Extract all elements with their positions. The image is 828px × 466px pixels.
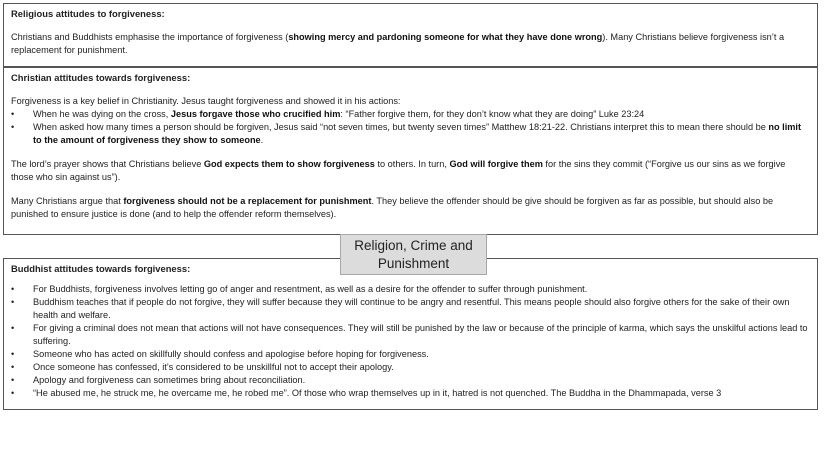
text-part: The lord’s prayer shows that Christians believe	[11, 159, 204, 169]
topic-title	[340, 234, 487, 275]
religious-attitudes-box	[3, 3, 818, 67]
text-part: to others. In turn,	[374, 159, 450, 169]
bullet-icon: •	[11, 388, 15, 398]
list-item-text: Apology and forgiveness can sometimes bring about reconciliation.	[33, 375, 306, 385]
list-item-text: For Buddhists, forgiveness involves letting go of anger and resentment, as well as a desire for the offender to suffer through punishment.	[33, 284, 588, 294]
list-item-text: “He abused me, he struck me, he overcame me, he robed me”. Of those who wrap themselves up in it, hatred is not quenched. The Buddha in the Dhammapada, verse 3	[33, 388, 722, 398]
christian-bullet-list	[11, 108, 810, 147]
bullet-icon: •	[11, 323, 15, 333]
religious-attitudes-heading: Religious attitudes to forgiveness:	[11, 8, 165, 19]
text-part: . They believe the offender should be give should be forgiven as far as possible, but should also be punished to ensure justice is done (and to help the offender reform themselves).	[11, 196, 774, 219]
key-phrase: God expects them to show forgiveness	[203, 159, 375, 169]
lords-prayer-paragraph	[11, 158, 810, 184]
religious-attitudes-text	[11, 31, 810, 57]
bullet-text-part: When he was dying on the cross,	[33, 109, 171, 119]
christian-attitudes-heading: Christian attitudes towards forgiveness:	[11, 72, 191, 83]
religious-text-part: Christians and Buddhists emphasise the importance of forgiveness (	[11, 32, 289, 42]
list-item	[11, 108, 810, 121]
bullet-text-part: When asked how many times a person should be forgiven, Jesus said “not seven times, but twenty seven times” Matthew 18:21-22. Christians interpret this to mean there should be	[33, 122, 769, 132]
bullet-icon: •	[11, 284, 15, 294]
list-item	[11, 283, 810, 296]
bullet-icon: •	[11, 362, 15, 372]
key-phrase: no limit to the amount of forgiveness they show to someone	[33, 122, 802, 145]
mercy-definition: showing mercy and pardoning someone for what they have done wrong	[288, 32, 603, 42]
text-part: for the sins they commit (“Forgive us our sins as we forgive those who sin against us”).	[11, 159, 786, 182]
bullet-text-part: .	[260, 135, 264, 145]
list-item	[11, 387, 810, 400]
buddhist-attitudes-heading: Buddhist attitudes towards forgiveness:	[11, 263, 191, 274]
list-item	[11, 322, 810, 348]
list-item-text: Buddhism teaches that if people do not forgive, they will suffer because they will continue to be angry and resentful. This means people should also forgive others for the sake of their own health and welfare.	[33, 297, 790, 320]
christian-attitudes-box	[3, 67, 818, 235]
list-item-text: For giving a criminal does not mean that actions will not have consequences. They will still be punished by the law or because of the principle of karma, which says the unskilful actions lead to suffering.	[33, 323, 808, 346]
list-item	[11, 121, 810, 147]
bullet-icon: •	[11, 349, 15, 359]
key-phrase: God will forgive them	[449, 159, 543, 169]
bullet-icon: •	[11, 297, 15, 307]
key-phrase: forgiveness should not be a replacement for punishment	[123, 196, 372, 206]
text-part: Many Christians argue that	[11, 196, 124, 206]
bullet-icon: •	[11, 375, 15, 385]
punishment-paragraph	[11, 195, 810, 221]
list-item-text: Once someone has confessed, it’s considered to be unskillful not to accept their apology.	[33, 362, 394, 372]
list-item	[11, 374, 810, 387]
key-phrase: Jesus forgave those who crucified him	[170, 109, 341, 119]
list-item-text: Someone who has acted on skillfully should confess and apologise before hoping for forgiveness.	[33, 349, 429, 359]
buddhist-bullet-list	[11, 283, 810, 400]
list-item	[11, 348, 810, 361]
topic-title-line2: Punishment	[377, 256, 450, 271]
christian-intro: Forgiveness is a key belief in Christianity. Jesus taught forgiveness and showed it in his actions:	[11, 96, 401, 106]
list-item	[11, 296, 810, 322]
bullet-icon: •	[11, 122, 15, 132]
list-item	[11, 361, 810, 374]
topic-title-line1: Religion, Crime and	[354, 238, 473, 253]
buddhist-attitudes-box	[3, 258, 818, 410]
bullet-text-part: : “Father forgive them, for they don’t know what they are doing” Luke 23:24	[340, 109, 645, 119]
bullet-icon: •	[11, 109, 15, 119]
religious-text-part: ). Many Christians believe forgiveness isn’t a replacement for punishment.	[11, 32, 785, 55]
